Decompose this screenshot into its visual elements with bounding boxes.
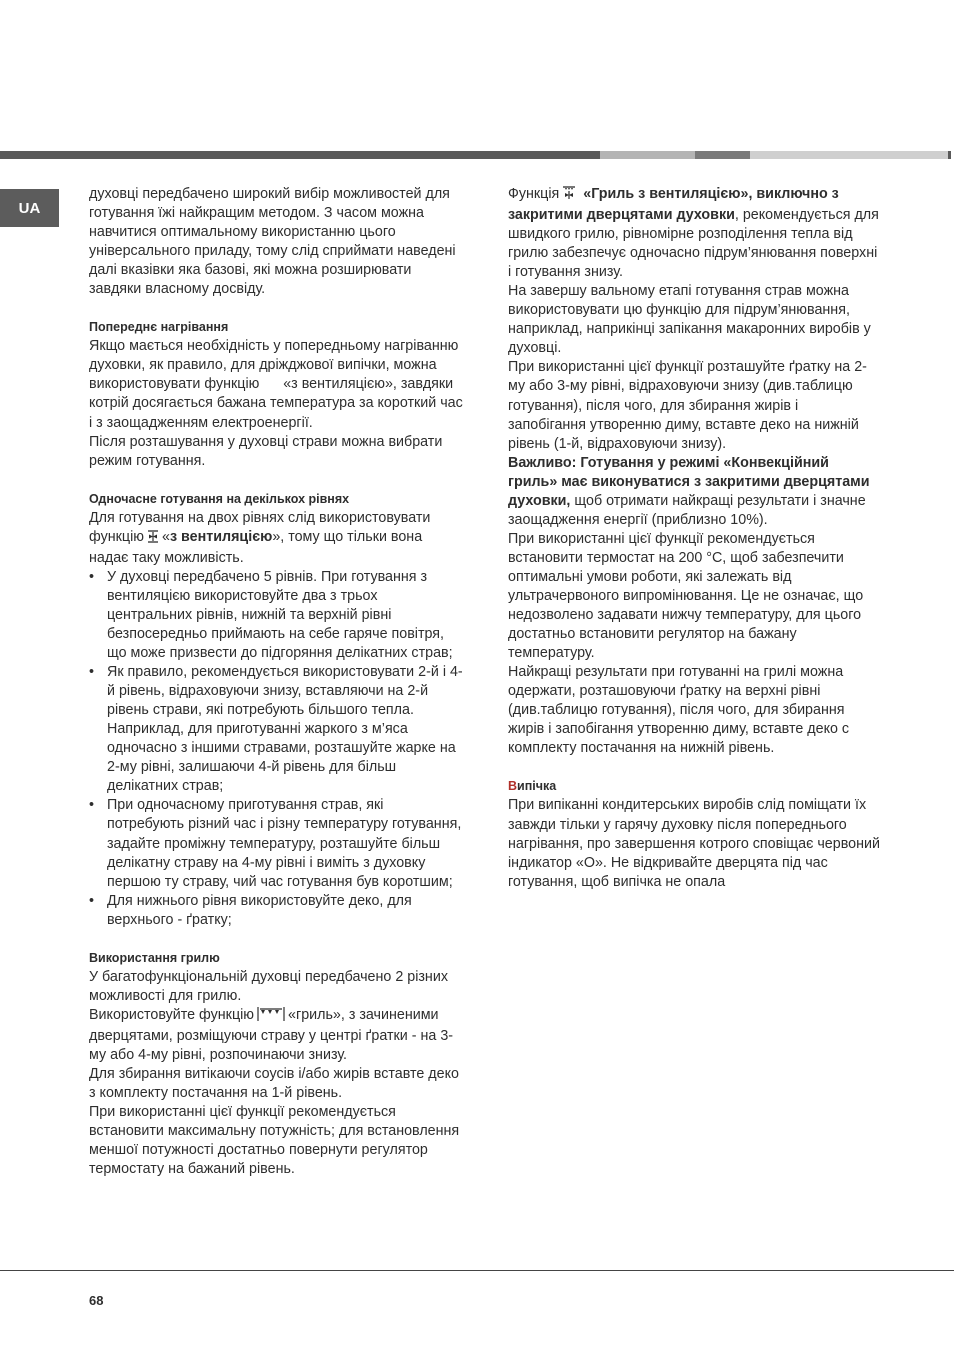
top-bar-segment <box>0 151 600 159</box>
preheat-paragraph-2: Після розташування у духовці страви можна вибрати режим готування. <box>89 433 443 469</box>
list-item: • Як правило, рекомендується використовувати 2-й і 4-й рівень, відраховуючи знизу, вставляючи на 2-й рівень страви, які потребують більшого тепла. Наприклад, для приготуванні жаркого з м’яса одночасно з іншими стравами, розташуйте жарке на 2-му рівні, залишаючи 4-й рівень для більш делікатних страв; <box>89 663 464 796</box>
top-bar-segment <box>750 151 948 159</box>
important-bold-text: Важливо: Готування у режимі «Конвекційний гриль» має виконуватися з закритими дверцятами духовки, <box>508 454 870 509</box>
important-paragraph <box>508 454 880 530</box>
fan-icon <box>147 530 159 549</box>
top-color-bar <box>0 151 954 159</box>
intro-paragraph: духовці передбачено широкий вибір можливостей для готування їжі найкращим методом. З часом можна навчитися оптимальному використанню цього універсального приладу, тому слід сприймати наведені далі вказівки яка базові, які можна розширювати завдяки власному досвіду. <box>89 186 456 298</box>
grill-text-b: «гриль», з зачиненими дверцятами, розміщуючи страву у центрі ґратки - на 3-му або 4-му рівні, розпочинаючи знизу. <box>89 1006 454 1063</box>
preheat-text-b: «з вентиляцією», завдяки котрій досягається бажана температура за короткий час і з заощадженням електроенергії. <box>89 376 463 431</box>
grill-text-a: Використовуйте функцію <box>89 1006 255 1023</box>
page-number: 68 <box>89 1293 104 1308</box>
important-text: щоб отримати найкращі результати і значне заощадження енергії (приблизно 10%). <box>508 492 866 528</box>
convection-grill-paragraph <box>508 185 880 282</box>
baking-heading-initial: В <box>508 779 518 794</box>
multilevel-text-b: », тому що тільки вона надає таку можливість. <box>89 528 423 566</box>
multilevel-bold-text: з вентиляцією <box>169 528 273 545</box>
footer-rule <box>0 1270 954 1271</box>
language-tab: UA <box>0 189 59 227</box>
grill-paragraph-2 <box>89 1006 464 1065</box>
multilevel-quote: « <box>162 528 170 545</box>
baking-paragraph: При випіканні кондитерських виробів слід поміщати їх завжди тільки у гарячу духовку після попереднього нагрівання, про завершення котрого сповіщає червоний індикатор «O». Не відкривайте дверцята під час готування, щоб випічка не опала <box>508 797 880 890</box>
top-bar-segment <box>695 151 750 159</box>
preheat-heading: Попереднє нагрівання <box>89 320 229 335</box>
multilevel-paragraph <box>89 509 464 568</box>
right-paragraph-6: Найкращі результати при готуванні на грилі можна одержати, розташовуючи ґратку на верхні рівні (див.таблицю готування), після чого, для збирання жирів і запобігання утворенню диму, вставте деко с комплекту постачання на нижній рівень. <box>508 664 850 757</box>
grill-paragraph-1: У багатофункціональній духовці передбачено 2 різних можливості для грилю. <box>89 968 448 1004</box>
convection-text-b: , рекомендується для швидкого грилю, рівномірне розподілення тепла від грилю забезпечує одночасно підрум’янювання поверхні і готування знизу. <box>508 207 879 281</box>
grill-paragraph-3: Для збирання витікаючи соусів і/або жирів вставте деко з комплекту постачання на 1-й рівень. <box>89 1066 459 1102</box>
grill-icon <box>257 1007 285 1027</box>
right-paragraph-3: При використанні цієї функції розташуйте ґратку на 2-му або 3-му рівні, відраховуючи знизу (див.таблицю готування), після чого, для збирання жирів і запобігання утворенню диму, вставте деко на нижній рівень (1-й, відраховуючи знизу). <box>508 359 867 452</box>
grill-heading: Використання грилю <box>89 950 220 965</box>
multilevel-heading: Одночасне готування на декількох рівнях <box>89 491 350 506</box>
list-item: • У духовці передбачено 5 рівнів. При готування з вентиляцією використовуйте два з трьох центральних рівнів, нижній та верхній рівні безпосередньо приймають на себе гаряче повітря, що може призвести до підгоряння делікатних страв; <box>89 568 464 663</box>
baking-heading <box>508 777 880 796</box>
top-bar-segment <box>948 151 951 159</box>
convection-bold-text: «Гриль з вентиляцією», виключно з закритими дверцятами духовки <box>508 186 839 224</box>
fan-grill-icon <box>562 186 576 206</box>
multilevel-text-a: Для готування на двох рівнях слід використовувати функцію <box>89 509 431 545</box>
list-item: • При одночасному приготування страв, які потребують різний час і різну температуру готування, задайте проміжну температуру, розташуйте більш делікатну страву на 4-му рівні і виміть з духовку першою ту страву, чий час готування був коротшим; <box>89 796 464 891</box>
right-column <box>508 185 880 892</box>
baking-heading-rest: ипічка <box>517 779 557 794</box>
convection-text-a: Функція <box>508 186 560 202</box>
top-bar-segment <box>600 151 695 159</box>
grill-paragraph-4: При використанні цієї функції рекомендується встановити максимальну потужність; для встановлення меншої потужності достатньо повернути регулятор термостату на бажаний рівень. <box>89 1104 460 1178</box>
preheat-paragraph <box>89 337 464 432</box>
right-paragraph-2: На завершу вальному етапі готування страв можна використовувати цю функцію для підрум’янювання, наприклад, наприкінці запікання макаронних виробів у духовці. <box>508 283 871 357</box>
right-paragraph-5: При використанні цієї функції рекомендується встановити термостат на 200 °C, щоб забезпечити оптимальні умови роботи, які залежать від ультрачервоного випромінювання. Це не означає, що недозволено задавати нижчу температуру, для цього достатньо встановити регулятор на бажану температуру. <box>508 530 864 662</box>
multilevel-list <box>89 568 464 930</box>
left-column <box>89 185 464 1179</box>
list-item: • Для нижнього рівня використовуйте деко, для верхнього - ґратку; <box>89 892 464 930</box>
preheat-text-a: Якщо мається необхідність у попередньому нагріванню духовки, як правило, для дріжджової випічки, можна використовувати функцію <box>89 338 459 393</box>
